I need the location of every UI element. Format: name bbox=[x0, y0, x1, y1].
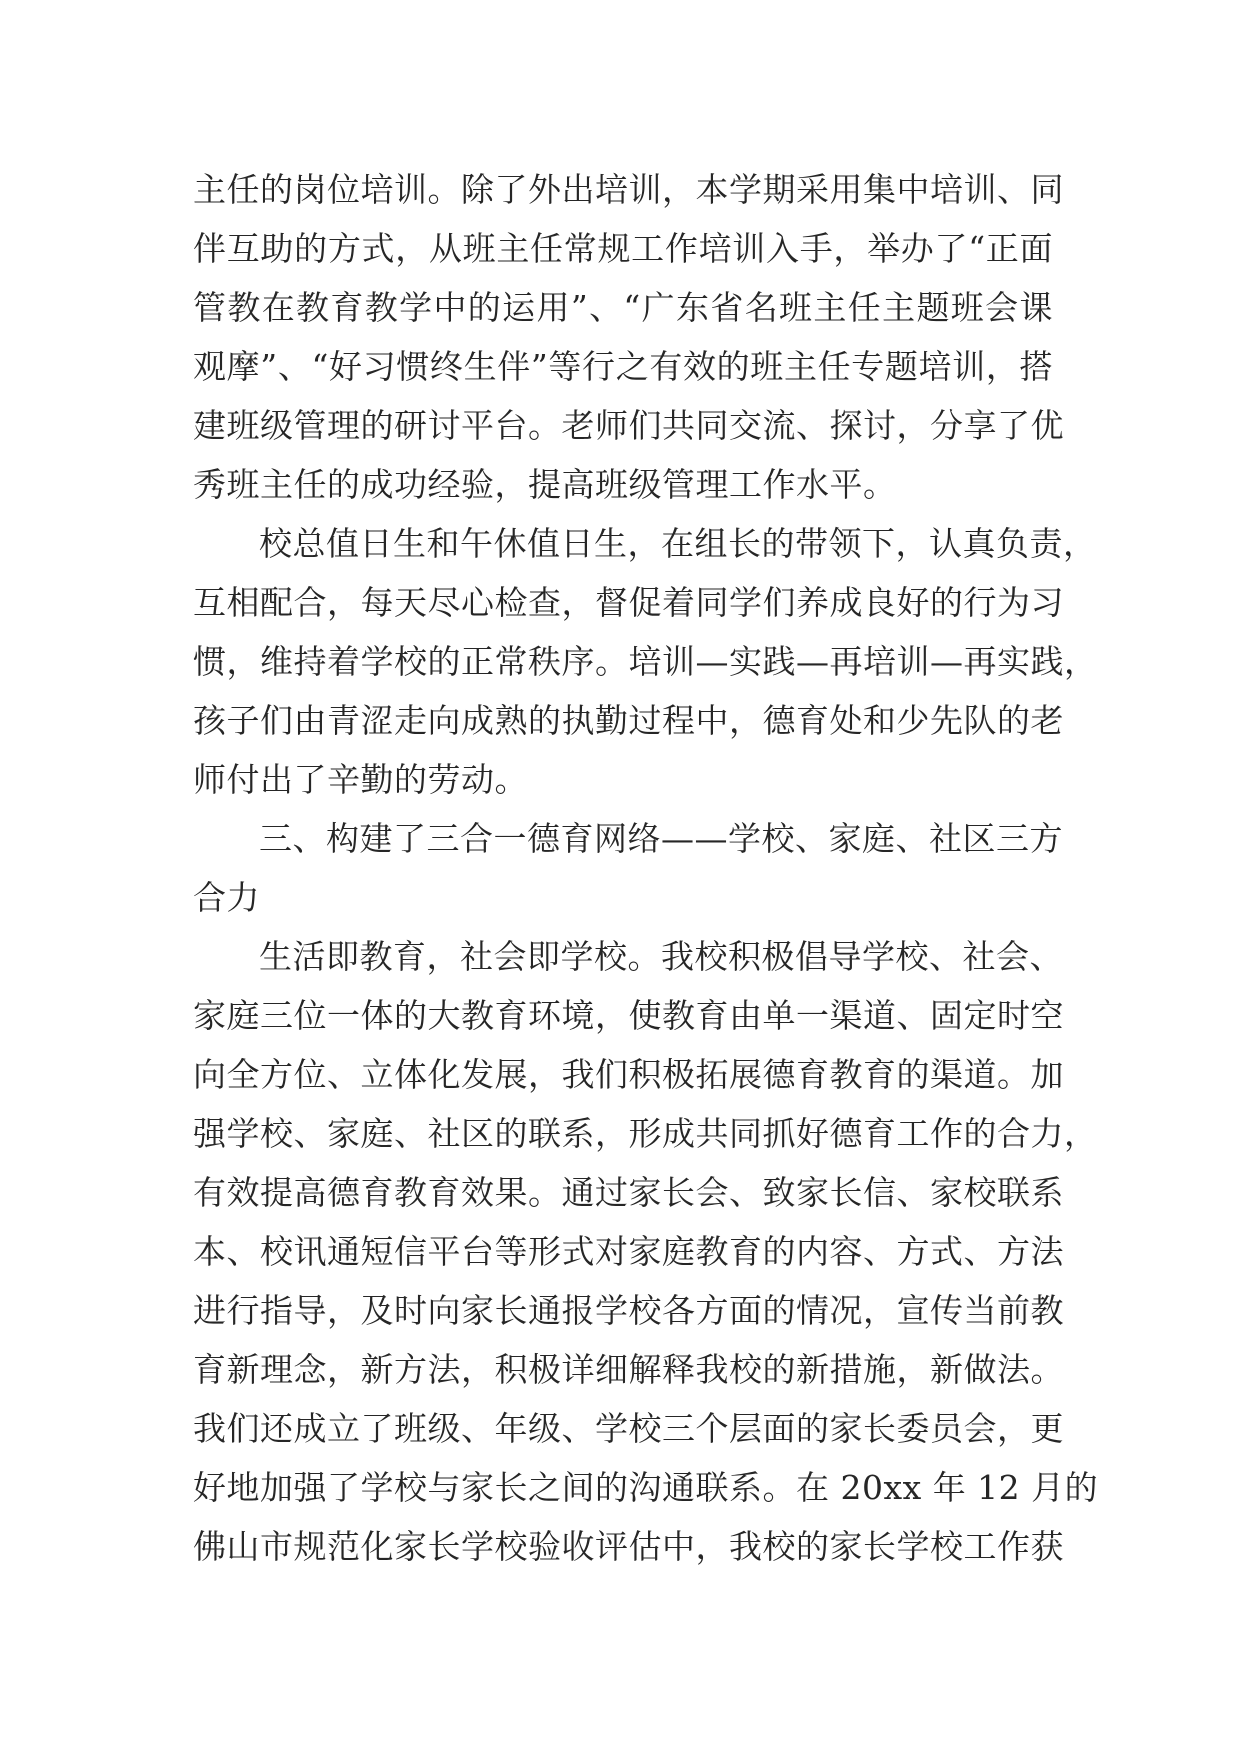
text-line: 观摩”、“好习惯终生伴”等行之有效的班主任专题培训，搭 bbox=[193, 347, 1053, 386]
text-line: 有效提高德育教育效果。通过家长会、致家长信、家校联系 bbox=[193, 1173, 1064, 1212]
text-line: 孩子们由青涩走向成熟的执勤过程中，德育处和少先队的老 bbox=[193, 701, 1064, 740]
text-line: 家庭三位一体的大教育环境，使教育由单一渠道、固定时空 bbox=[193, 996, 1064, 1035]
text-line: 三、构建了三合一德育网络——学校、家庭、社区三方 bbox=[259, 819, 1063, 858]
text-line: 师付出了辛勤的劳动。 bbox=[193, 760, 528, 799]
text-line: 生活即教育，社会即学校。我校积极倡导学校、社会、 bbox=[259, 937, 1063, 976]
document-body bbox=[193, 160, 1099, 1576]
text-line: 惯，维持着学校的正常秩序。培训—实践—再培训—再实践， bbox=[193, 642, 1098, 681]
text-line: 互相配合，每天尽心检查，督促着同学们养成良好的行为习 bbox=[193, 583, 1064, 622]
text-line: 强学校、家庭、社区的联系，形成共同抓好德育工作的合力， bbox=[193, 1114, 1098, 1153]
text-line: 好地加强了学校与家长之间的沟通联系。在 20xx 年 12 月的 bbox=[193, 1468, 1099, 1507]
text-line: 秀班主任的成功经验，提高班级管理工作水平。 bbox=[193, 465, 897, 504]
text-line: 我们还成立了班级、年级、学校三个层面的家长委员会，更 bbox=[193, 1409, 1064, 1448]
text-line: 伴互助的方式，从班主任常规工作培训入手，举办了“正面 bbox=[193, 229, 1053, 268]
text-line: 进行指导，及时向家长通报学校各方面的情况，宣传当前教 bbox=[193, 1291, 1064, 1330]
text-line: 本、校讯通短信平台等形式对家庭教育的内容、方式、方法 bbox=[193, 1232, 1064, 1271]
text-line: 建班级管理的研讨平台。老师们共同交流、探讨，分享了优 bbox=[193, 406, 1064, 445]
text-line: 管教在教育教学中的运用”、“广东省名班主任主题班会课 bbox=[193, 288, 1053, 327]
text-line: 合力 bbox=[193, 878, 260, 917]
text-line: 向全方位、立体化发展，我们积极拓展德育教育的渠道。加 bbox=[193, 1055, 1064, 1094]
text-line: 校总值日生和午休值日生，在组长的带领下，认真负责， bbox=[259, 524, 1097, 563]
text-line: 主任的岗位培训。除了外出培训，本学期采用集中培训、同 bbox=[193, 170, 1064, 209]
text-line: 佛山市规范化家长学校验收评估中，我校的家长学校工作获 bbox=[193, 1527, 1064, 1566]
text-line: 育新理念，新方法，积极详细解释我校的新措施，新做法。 bbox=[193, 1350, 1064, 1389]
